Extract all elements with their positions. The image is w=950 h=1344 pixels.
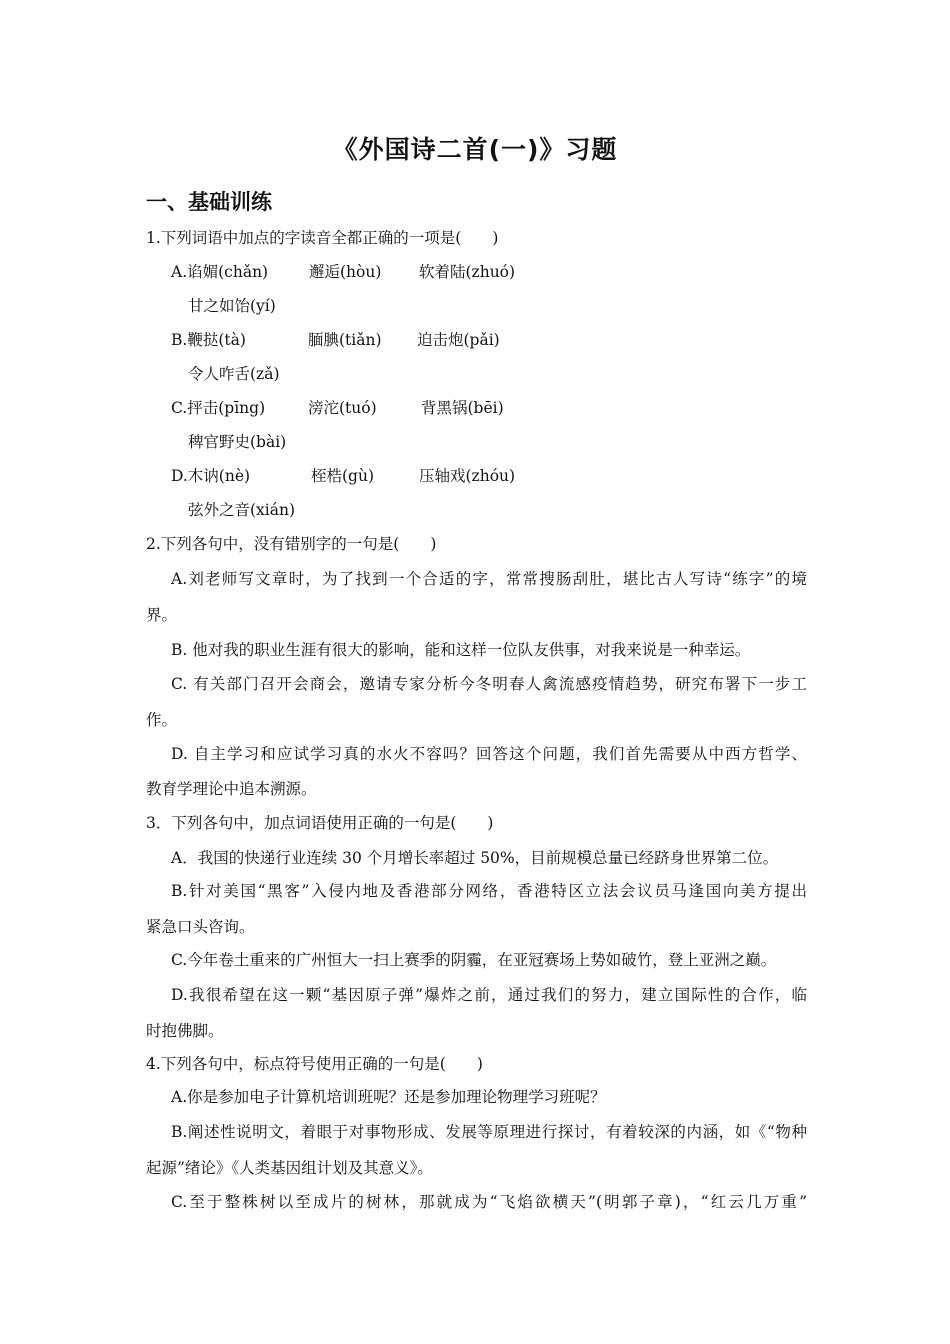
q1-c-word-2: 滂沱(tuó) [308,399,377,417]
q3-option-d-line-2: 时抱佛脚。 [146,1022,224,1040]
document-title: 《外国诗二首(一)》习题 [332,135,618,164]
q4-option-c-line-1: C.至于整株树以至成片的树林，那就成为“飞焰欲横天”(明郭子章)，“红云几万重” [171,1193,807,1211]
q1-d-word-1: D.木讷(nè) [171,467,251,485]
q3-option-c: C.今年卷土重来的广州恒大一扫上赛季的阴霾，在亚冠赛场上势如破竹，登上亚洲之巅。 [171,951,777,969]
q4-option-b-line-2: 起源”绪论》《人类基因组计划及其意义》。 [146,1159,433,1177]
q3-option-b-line-1: B.针对美国“黑客”入侵内地及香港部分网络，香港特区立法会议员马逢国向美方提出 [171,882,807,900]
q2-option-d-line-2: 教育学理论中追本溯源。 [146,780,317,798]
q1-c-word-1: C.抨击(pīng) [171,399,266,417]
q3-option-d-line-1: D.我很希望在这一颗“基因原子弹”爆炸之前，通过我们的努力，建立国际性的合作，临 [171,986,807,1004]
question-2-stem: 2.下列各句中，没有错别字的一句是( ) [146,535,437,553]
q1-c-word-4: 稗官野史(bài) [188,433,287,451]
q2-option-a-line-1: A.刘老师写文章时，为了找到一个合适的字，常常搜肠刮肚，堪比古人写诗“练字”的境 [171,570,807,588]
q1-a-word-3: 软着陆(zhuó) [419,263,516,281]
q4-option-a: A.你是参加电子计算机培训班呢？还是参加理论物理学习班呢？ [171,1088,606,1106]
q4-option-b-line-1: B.阐述性说明文，着眼于对事物形成、发展等原理进行探讨，有着较深的内涵，如《“物种 [171,1123,807,1141]
q2-option-c-line-2: 作。 [146,711,178,729]
q1-b-word-1: B.鞭挞(tà) [171,331,246,349]
q2-option-b: B. 他对我的职业生涯有很大的影响，能和这样一位队友供事，对我来说是一种幸运。 [171,641,751,659]
question-4-stem: 4.下列各句中，标点符号使用正确的一句是( ) [146,1055,483,1073]
q1-a-word-2: 邂逅(hòu) [309,263,382,281]
q1-d-word-4: 弦外之音(xián) [188,501,296,519]
q1-a-word-4: 甘之如饴(yí) [188,297,276,315]
question-1-stem: 1.下列词语中加点的字读音全都正确的一项是( ) [146,229,499,247]
q1-d-word-2: 桎梏(gù) [311,467,374,485]
question-3-stem: 3．下列各句中，加点词语使用正确的一句是( ) [146,814,494,832]
q3-option-a: A．我国的快递行业连续 30 个月增长率超过 50%，目前规模总量已经跻身世界第二位。 [171,849,779,867]
q1-b-word-2: 腼腆(tiǎn) [308,331,382,349]
q3-option-b-line-2: 紧急口头咨询。 [146,918,255,936]
q1-a-word-1: A.谄媚(chǎn) [171,263,269,281]
q2-option-c-line-1: C. 有关部门召开会商会，邀请专家分析今冬明春人禽流感疫情趋势，研究布署下一步工 [171,675,807,693]
q1-b-word-3: 迫击炮(pǎi) [417,331,500,349]
q2-option-a-line-2: 界。 [146,606,178,624]
q1-b-word-4: 令人咋舌(zǎ) [188,365,280,383]
q2-option-d-line-1: D. 自主学习和应试学习真的水火不容吗？回答这个问题，我们首先需要从中西方哲学、 [171,745,807,763]
section-heading: 一、基础训练 [146,190,272,214]
q1-d-word-3: 压轴戏(zhóu) [419,467,516,485]
q1-c-word-3: 背黑锅(bēi) [421,399,504,417]
